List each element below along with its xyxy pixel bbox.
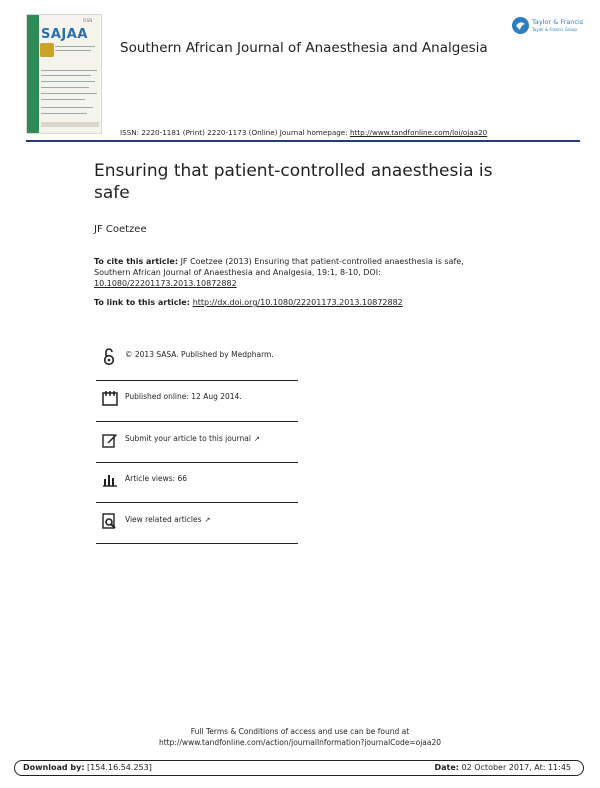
external-link-icon: ↗ xyxy=(253,435,260,443)
calendar-icon xyxy=(102,390,116,406)
open-access-icon xyxy=(102,348,116,364)
journal-cover-image: ISSN SAJAA xyxy=(26,14,102,134)
journal-homepage-link[interactable]: http://www.tandfonline.com/loi/ojaa20 xyxy=(349,128,488,137)
download-date-value: 02 October 2017, At: 11:45 xyxy=(458,763,571,772)
cover-title: SAJAA xyxy=(41,27,88,42)
info-row-views xyxy=(96,464,298,504)
row-divider xyxy=(96,421,298,422)
bar-chart-icon xyxy=(102,472,116,488)
terms-note xyxy=(0,726,600,748)
info-row-related[interactable] xyxy=(96,505,298,545)
row-divider xyxy=(96,543,298,544)
view-related-link[interactable]: View related articles xyxy=(125,515,202,524)
terms-line: Full Terms & Conditions of access and use can be found at xyxy=(190,727,410,736)
link-to-article xyxy=(94,298,403,307)
issn-line xyxy=(120,128,487,137)
external-link-icon: ↗ xyxy=(204,516,211,524)
download-info-bar xyxy=(14,760,584,776)
downloaded-by xyxy=(23,763,152,772)
downloaded-by-label: Download by: xyxy=(23,763,85,772)
info-row-copyright xyxy=(96,340,298,380)
header-divider xyxy=(26,140,580,142)
citation-doi-link[interactable]: 10.1080/22201173.2013.10872882 xyxy=(94,279,237,288)
downloaded-by-value: [154.16.54.253] xyxy=(84,763,152,772)
publisher-logo-text: Taylor & Francis xyxy=(532,18,584,26)
download-date xyxy=(434,763,571,772)
article-doi-url[interactable]: http://dx.doi.org/10.1080/22201173.2013.10872882 xyxy=(192,298,403,307)
search-doc-icon xyxy=(102,513,116,529)
publisher-logo-subtext: Taylor & Francis Group xyxy=(532,27,577,32)
info-row-published xyxy=(96,382,298,422)
download-date-label: Date: xyxy=(434,763,459,772)
submit-article-link[interactable]: Submit your article to this journal xyxy=(125,434,251,443)
article-views-text: Article views: 66 xyxy=(125,474,188,483)
article-author: JF Coetzee xyxy=(94,224,147,235)
journal-title: Southern African Journal of Anaesthesia and Analgesia xyxy=(120,40,488,56)
row-divider xyxy=(96,502,298,503)
citation-text: JF Coetzee (2013) Ensuring that patient-controlled anaesthesia is safe, Southern African Journal of Anaesthesia and Analgesia, 19:1, 8-10, DOI: xyxy=(94,257,464,277)
publisher-logo[interactable] xyxy=(512,16,584,38)
issn-text: ISSN: 2220-1181 (Print) 2220-1173 (Online) Journal homepage: xyxy=(120,128,350,137)
info-row-submit[interactable] xyxy=(96,424,298,464)
row-divider xyxy=(96,380,298,381)
row-divider xyxy=(96,462,298,463)
terms-url[interactable]: http://www.tandfonline.com/action/journalInformation?journalCode=ojaa20 xyxy=(158,738,442,747)
citation-block xyxy=(94,256,464,289)
publisher-logo-icon xyxy=(512,17,529,34)
citation-label: To cite this article: xyxy=(94,257,179,266)
edit-icon xyxy=(102,432,116,448)
copyright-text: © 2013 SASA. Published by Medpharm. xyxy=(125,350,274,359)
link-label: To link to this article: xyxy=(94,298,193,307)
article-title: Ensuring that patient-controlled anaesthesia is safe xyxy=(94,161,493,203)
published-date-text: Published online: 12 Aug 2014. xyxy=(125,392,242,401)
